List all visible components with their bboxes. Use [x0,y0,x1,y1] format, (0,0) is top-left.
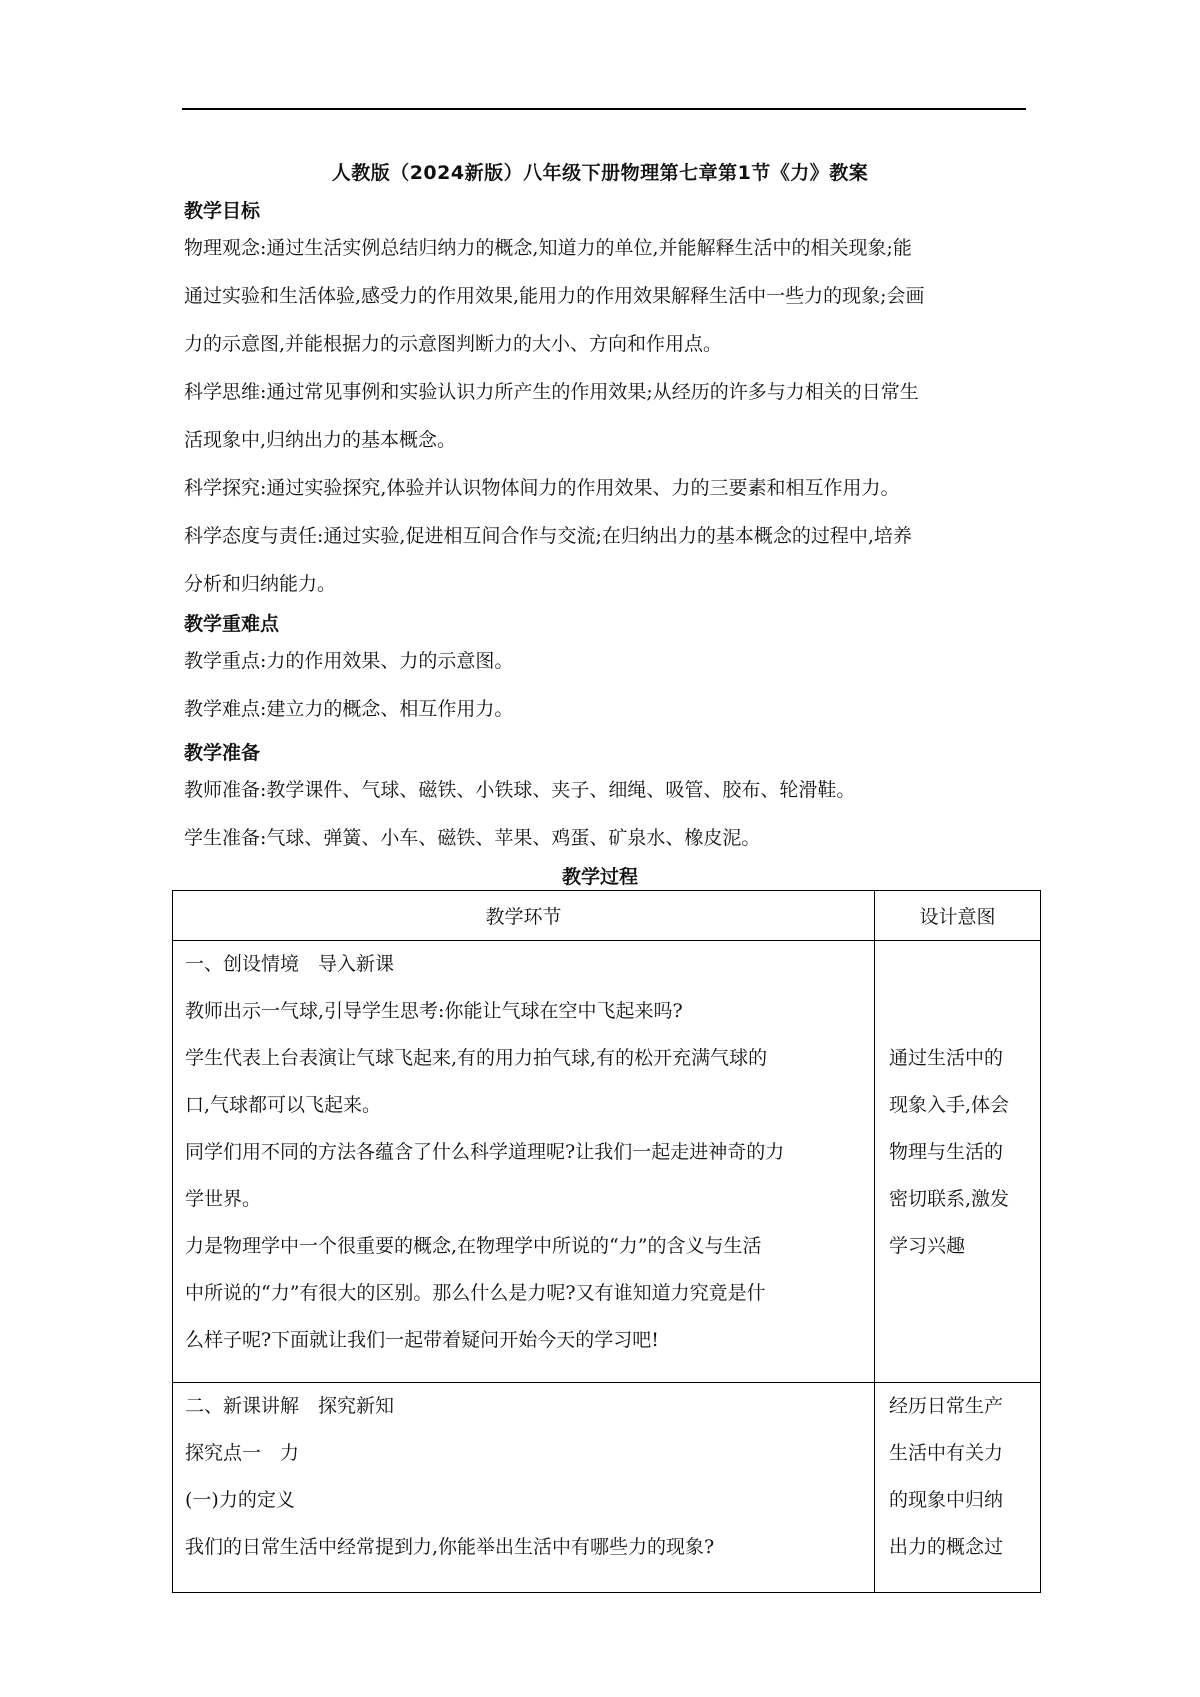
text-line: 现象入手,体会 [889,1094,1010,1116]
text-line: 学生代表上台表演让气球飞起来,有的用力拍气球,有的松开充满气球的 [185,1047,768,1069]
text-line: 物理与生活的 [889,1141,1004,1163]
intent-cell [875,1383,1041,1593]
text-line: 活现象中,归纳出力的基本概念。 [184,429,457,451]
objective-attitude-responsibility [184,512,1030,608]
key-difficulty [184,685,1030,733]
text-line: 学生准备:气球、弹簧、小车、磁铁、苹果、鸡蛋、矿泉水、橡皮泥。 [184,827,761,849]
objectives-heading: 教学目标 [184,200,261,222]
text-line: 经历日常生产 [889,1395,1004,1417]
preparation-heading: 教学准备 [184,742,261,764]
text-line: 口,气球都可以飞起来。 [185,1094,382,1116]
text-line: 通过生活中的 [889,1047,1004,1069]
text-line: 一、创设情境 导入新课 [185,953,395,975]
text-line: (一)力的定义 [185,1489,295,1511]
text-line: 中所说的“力”有很大的区别。那么什么是力呢?又有谁知道力究竟是什 [185,1282,766,1304]
text-line: 出力的概念过 [889,1536,1004,1558]
text-line: 我们的日常生活中经常提到力,你能举出生活中有哪些力的现象? [185,1536,715,1558]
objective-scientific-thinking [184,368,1030,464]
text-line: 生活中有关力 [889,1442,1004,1464]
text-line: 教学重点:力的作用效果、力的示意图。 [184,650,514,672]
process-table [172,890,1041,1593]
student-preparation [184,814,1030,862]
table-row [173,1383,1041,1593]
objective-scientific-inquiry [184,464,1030,512]
stage-cell [173,941,875,1383]
header-rule [182,108,1026,110]
text-line: 通过实验和生活体验,感受力的作用效果,能用力的作用效果解释生活中一些力的现象;会画 [184,285,925,307]
key-points-heading: 教学重难点 [184,613,280,635]
text-line: 教学难点:建立力的概念、相互作用力。 [184,698,514,720]
text-line: 二、新课讲解 探究新知 [185,1395,395,1417]
text-line: 科学思维:通过常见事例和实验认识力所产生的作用效果;从经历的许多与力相关的日常生 [184,381,919,403]
table-row [173,941,1041,1383]
column-header-stage: 教学环节 [173,891,875,941]
text-line: 分析和归纳能力。 [184,573,337,595]
teacher-preparation [184,766,1030,814]
objective-physics-concept [184,224,1030,368]
intent-cell [875,941,1041,1383]
text-line: 学世界。 [185,1188,262,1210]
text-line: 教师出示一气球,引导学生思考:你能让气球在空中飞起来吗? [185,1000,683,1022]
text-line: 科学探究:通过实验探究,体验并认识物体间力的作用效果、力的三要素和相互作用力。 [184,477,900,499]
text-line: 同学们用不同的方法各蕴含了什么科学道理呢?让我们一起走进神奇的力 [185,1141,785,1163]
text-line: 探究点一 力 [185,1442,300,1464]
text-line: 力是物理学中一个很重要的概念,在物理学中所说的“力”的含义与生活 [185,1235,762,1257]
column-header-intent: 设计意图 [875,891,1041,941]
process-heading: 教学过程 [561,866,638,888]
text-line: 的现象中归纳 [889,1489,1004,1511]
table-header-row [173,891,1041,941]
text-line: 教师准备:教学课件、气球、磁铁、小铁球、夹子、细绳、吸管、胶布、轮滑鞋。 [184,779,856,801]
text-line: 物理观念:通过生活实例总结归纳力的概念,知道力的单位,并能解释生活中的相关现象;能 [184,237,912,259]
stage-cell [173,1383,875,1593]
text-line: 学习兴趣 [889,1235,966,1257]
text-line: 力的示意图,并能根据力的示意图判断力的大小、方向和作用点。 [184,333,723,355]
text-line: 科学态度与责任:通过实验,促进相互间合作与交流;在归纳出力的基本概念的过程中,培养 [184,525,912,547]
key-focus [184,637,1030,685]
text-line: 密切联系,激发 [889,1188,1010,1210]
document-title: 人教版（2024新版）八年级下册物理第七章第1节《力》教案 [331,162,869,184]
text-line: 么样子呢?下面就让我们一起带着疑问开始今天的学习吧! [185,1329,659,1351]
